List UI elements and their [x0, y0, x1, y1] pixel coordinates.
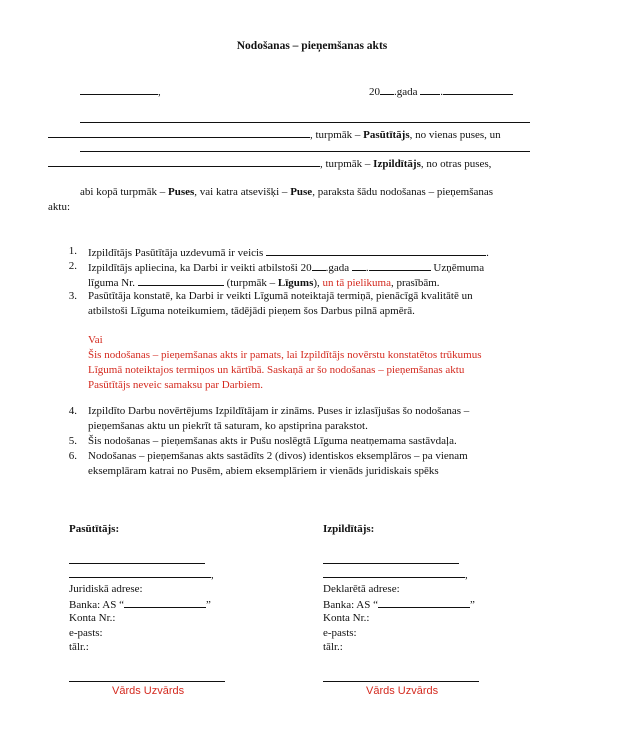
- intro-line-1: abi kopā turpmāk – Puses, vai katra atsevišķi – Puse, paraksta šādu nodošanas – pieņemšanas: [80, 186, 494, 198]
- alt-line-2: Līgumā noteiktajos termiņos un kārtībā. Saskaņā ar šo nodošanas – pieņemšanas aktu: [88, 364, 465, 376]
- item-number: 3.: [68, 290, 77, 302]
- item-4-line-1: Izpildīto Darbu novērtējums Izpildītājam ir zināms. Puses ir izlasījušas šo nodošanas –: [88, 405, 470, 417]
- role-pasutitajs: Pasūtītājs: [363, 129, 410, 141]
- work-description-field[interactable]: [266, 245, 486, 256]
- party2-name-line[interactable]: [80, 151, 530, 152]
- date-field[interactable]: 20 .gada .: [369, 84, 513, 98]
- item-2-line-2: līguma Nr. (turpmāk – Līgums), un tā pielikuma, prasībām.: [88, 277, 440, 289]
- item-5-line-1: Šis nodošanas – pieņemšanas akts ir Pušu noslēgtā Līguma neatņemama sastāvdaļa.: [88, 435, 457, 447]
- item-number: 2.: [68, 260, 77, 272]
- item-3-line-2: atbilstoši Līguma noteikumiem, tādējādi pieņem šos Darbus pilnā apmērā.: [88, 305, 415, 317]
- right-second-line[interactable]: ,: [323, 567, 468, 581]
- left-address: Juridiskā adrese:: [69, 583, 143, 595]
- right-phone: tālr.:: [323, 641, 343, 653]
- right-signer-name: Vārds Uzvārds: [366, 685, 439, 697]
- party1-row: , turpmāk – Pasūtītājs, no vienas puses, un: [48, 127, 501, 141]
- item-number: 5.: [68, 435, 77, 447]
- item-6-line-1: Nodošanas – pieņemšanas akts sastādīts 2 (divos) identiskos eksemplāros – pa vienam: [88, 450, 468, 462]
- left-email: e-pasts:: [69, 627, 103, 639]
- item-4-line-2: pieņemšanas aktu un piekrīt tā saturam, ko apstiprina parakstot.: [88, 420, 368, 432]
- place-field[interactable]: ,: [80, 84, 161, 98]
- item-3-line-1: Pasūtītāja konstatē, ka Darbi ir veikti Līgumā noteiktajā termiņā, pienācīgā kvalitātē un: [88, 290, 473, 302]
- left-account: Konta Nr.:: [69, 612, 116, 624]
- item-number: 6.: [68, 450, 77, 462]
- left-phone: tālr.:: [69, 641, 89, 653]
- item-number: 1.: [68, 245, 77, 257]
- item-2-line-1: Izpildītājs apliecina, ka Darbi ir veikti atbilstoši 20 .gada . Uzņēmuma: [88, 262, 485, 274]
- left-second-line[interactable]: ,: [69, 567, 214, 581]
- alt-line-1: Šis nodošanas – pieņemšanas akts ir pamats, lai Izpildītājs novērstu konstatētos trūkumus: [88, 349, 482, 361]
- intro-line-2: aktu:: [48, 201, 70, 213]
- left-signature-line[interactable]: [69, 681, 225, 682]
- right-address: Deklarētā adrese:: [323, 583, 400, 595]
- right-name-line[interactable]: [323, 563, 459, 564]
- alt-vai: Vai: [88, 334, 103, 346]
- left-sig-heading: Pasūtītājs:: [69, 523, 120, 535]
- item-6-line-2: eksemplāram katrai no Pusēm, abiem eksemplāriem ir vienāds juridiskais spēks: [88, 465, 439, 477]
- item-number: 4.: [68, 405, 77, 417]
- item-1: Izpildītājs Pasūtītāja uzdevumā ir veicis .: [88, 247, 489, 259]
- party1-name-line[interactable]: [80, 122, 530, 123]
- left-signer-name: Vārds Uzvārds: [112, 685, 185, 697]
- left-name-line[interactable]: [69, 563, 205, 564]
- right-email: e-pasts:: [323, 627, 357, 639]
- right-account: Konta Nr.:: [323, 612, 370, 624]
- right-bank: Banka: AS “ ”: [323, 599, 475, 611]
- party2-row: , turpmāk – Izpildītājs, no otras puses,: [48, 156, 491, 170]
- right-signature-line[interactable]: [323, 681, 479, 682]
- left-bank: Banka: AS “ ”: [69, 599, 211, 611]
- document-title: Nodošanas – pieņemšanas akts: [236, 40, 388, 52]
- right-sig-heading: Izpildītājs:: [323, 523, 375, 535]
- alt-line-3: Pasūtītājs neveic samaksu par Darbiem.: [88, 379, 264, 391]
- contract-number-field[interactable]: [138, 275, 224, 286]
- role-izpilditajs: Izpildītājs: [373, 158, 421, 170]
